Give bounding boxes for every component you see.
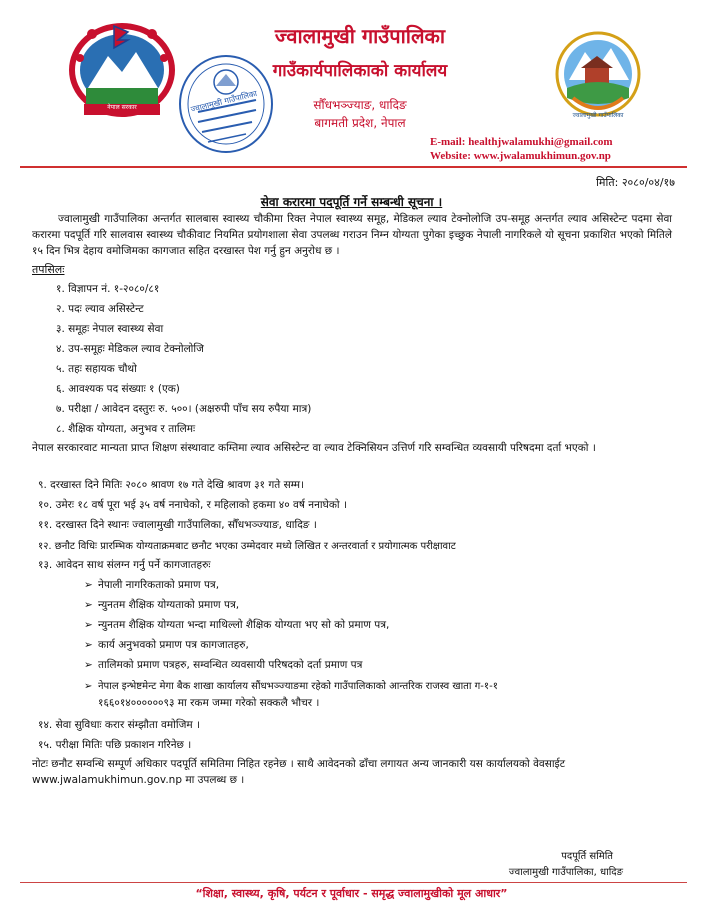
list-item: ३. समूहः नेपाल स्वास्थ्य सेवा [56,323,164,335]
list-item: ४. उप-समूहः मेडिकल ल्याव टेक्नोलोजि [56,343,204,355]
stamp-text: ज्वालामुखी गाउँपालिका [189,88,258,115]
arrow-bullet-icon: ➢ [84,619,93,631]
qualification-paragraph: नेपाल सरकारवाट मान्यता प्राप्त शिक्षण संस्थावाट कम्तिमा ल्याव असिस्टेन्ट वा ल्याव टेक्निसियन उत्तिर्ण गरि सम्वन्धित व्यवसायी परिषदमा दर्ता भएको । [32,442,596,454]
list-item: ५. तहः सहायक चौथो [56,363,137,375]
address-line-2: बागमती प्रदेश, नेपाल [314,116,406,130]
details-heading: तपसिलः [32,263,65,276]
list-item: १०. उमेरः १८ वर्ष पूरा भई ३५ वर्ष ननाघेको, र महिलाको हकमा ४० वर्ष ननाघेको । [38,499,347,511]
note-paragraph: नोटः छनौट सम्वन्धि सम्पूर्ण अधिकार पदपूर्ति समितिमा निहित रहनेछ । साथै आवेदनको ढाँचा लगायत अन्य जानकारी यस कार्यालयको वेवसाईट www.jwalamukhimun.gov.np मा उपलब्ध छ । [32,758,566,786]
header-divider [20,166,687,168]
arrow-bullet-icon: ➢ [84,659,93,671]
list-item: ८. शैक्षिक योग्यता, अनुभव र तालिमः [56,423,196,435]
list-item: १५. परीक्षा मितिः पछि प्रकाशन गरिनेछ । [38,739,192,751]
list-item: १. विज्ञापन नं. १-२०८०/८१ [56,283,160,295]
list-item: १३. आवेदन साथ संलग्न गर्नु पर्ने कागजातहरुः [38,559,211,571]
intro-paragraph: ज्वालामुखी गाउँपालिका अन्तर्गत सालबास स्वास्थ्य चौकीमा रिक्त नेपाल स्वास्थ्य समूह, मेडिकल ल्याव टेक्नोलोजि उप-समूह अन्तर्गत ल्याव असिस्टेन्ट पदमा सेवा करारमा पदपूर्ति गरि सालवास स्वास्थ्य चौकीवाट नियमित प्रयोगशाला सेवा उपलब्ध गराउन निम्न योग्यता पुगेका इच्छुक नेपाली नागरिकले यो सूचना प्रकाशित भएको मितिले १५ दिन भित्र देहाय वमोजिमका कागजात सहित दरखास्त पेश गर्नु हुन अनुरोध छ । [32,213,672,257]
email-text: E-mail: healthjwalamukhi@gmail.com [430,136,613,148]
signature-office: ज्वालामुखी गाउँपालिका, धादिङ [508,867,623,878]
arrow-bullet-icon: ➢ [84,639,93,651]
office-title: ज्वालामुखी गाउँपालिका [274,24,446,48]
signature-committee: पदपूर्ति समिति [561,851,613,862]
document-item: ➢ कार्य अनुभवको प्रमाण पत्र कागजातहरु, [84,639,249,651]
website-text: Website: www.jwalamukhimun.gov.np [430,150,611,162]
notice-title: सेवा करारमा पदपूर्ति गर्ने सम्बन्धी सूचना । [260,195,443,209]
list-item: ११. दरखास्त दिने स्थानः ज्वालामुखी गाउँपालिका, सौँधभञ्ज्याङ, धादिङ । [38,519,317,531]
municipality-logo-icon [555,28,641,120]
address-line-1: सौँधभञ्ज्याङ, धादिङ [313,98,407,112]
footer-divider [20,882,687,883]
arrow-bullet-icon: ➢ [84,681,93,692]
list-item: २. पदः ल्याव असिस्टेन्ट [56,303,144,315]
list-item: ७. परीक्षा / आवेदन दस्तुरः रु. ५००। (अक्षरुपी पाँच सय रुपैया मात्र) [56,403,312,415]
list-item: १४. सेवा सुविधाः करार संम्झौता वमोजिम । [38,719,201,731]
emblem-right-caption: ज्वालामुखी गाउँपालिका [572,112,624,119]
arrow-bullet-icon: ➢ [84,579,93,591]
arrow-bullet-icon: ➢ [84,599,93,611]
document-item: ➢ न्युनतम शैक्षिक योग्यताको प्रमाण पत्र, [84,599,240,611]
document-item: ➢ तालिमको प्रमाण पत्रहरु, सम्वन्धित व्यवसायी परिषदको दर्ता प्रमाण पत्र [84,659,363,671]
footer-slogan: “शिक्षा, स्वास्थ्य, कृषि, पर्यटन र पूर्वाधार - समृद्ध ज्वालामुखीको मूल आधार” [195,887,508,900]
list-item: ९. दरखास्त दिने मितिः २०८० श्रावण १७ गते देखि श्रावण ३१ गते सम्म। [38,479,305,491]
emblem-left-caption: नेपाल सरकार [107,104,137,111]
document-item-continued: १६६०१४००००००९३ मा रकम जम्मा गरेको सक्कलै भौचर । [98,697,320,709]
list-item: १२. छनौट विधिः प्रारम्भिक योग्यताक्रमबाट छनौट भएका उम्मेदवार मध्ये लिखित र अन्तरवार्ता र प्रयोगात्मक परीक्षावाट [38,541,456,552]
list-item: ६. आवश्यक पद संख्याः १ (एक) [56,383,180,395]
contact-block [430,135,613,163]
document-item: ➢ न्युनतम शैक्षिक योग्यता भन्दा माथिल्लो शैक्षिक योग्यता भए सो को प्रमाण पत्र, [84,619,390,631]
document-item: ➢ नेपाल इन्भेष्टमेन्ट मेगा बैक शाखा कार्यालय सौंधभञ्ज्याङमा रहेको गाउँपालिकाको आन्तरिक राजस्व खाता ग-१-१ [84,681,498,692]
office-subtitle: गाउँकार्यपालिकाको कार्यालय [272,61,448,81]
notice-date: मिति: २०८०/०४/१७ [596,176,675,189]
document-item: ➢ नेपाली नागरिकताको प्रमाण पत्र, [84,579,220,591]
